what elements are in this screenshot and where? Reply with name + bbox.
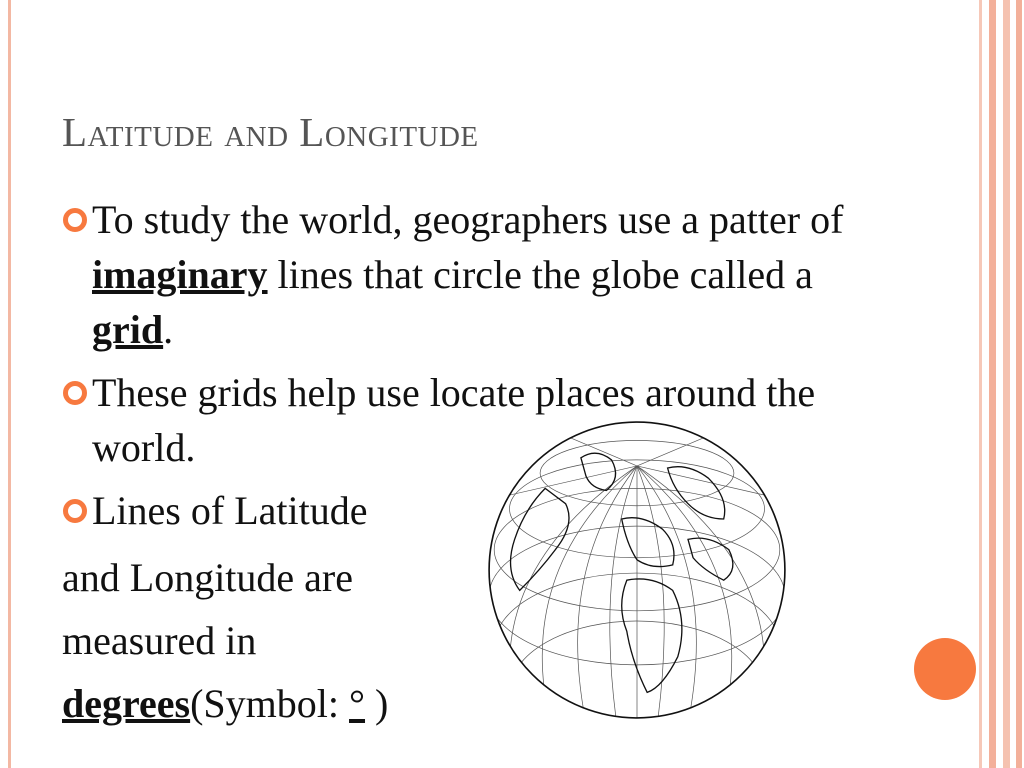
emphasis-degrees: degrees — [62, 681, 191, 726]
right-border-band — [974, 0, 1024, 768]
left-border-line — [8, 0, 11, 768]
bullet-text: lines that circle the globe called a — [267, 252, 813, 297]
degree-symbol: ° — [349, 681, 366, 726]
symbol-suffix: ) — [365, 681, 389, 726]
symbol-prefix: (Symbol: — [190, 681, 350, 726]
bullet-item — [62, 192, 882, 357]
continuation-line: measured in — [62, 618, 257, 663]
bullet-text: Lines of Latitude — [92, 488, 368, 533]
decorative-orange-dot — [914, 638, 976, 700]
bullet-text: To study the world, geographers use a patter of — [92, 197, 844, 242]
bullet-ring-icon — [62, 498, 88, 524]
slide-title: Latitude and Longitude — [62, 109, 479, 155]
continuation-line: and Longitude are — [62, 555, 353, 600]
emphasis-imaginary: imaginary — [92, 252, 268, 297]
bullet-ring-icon — [62, 207, 88, 233]
globe-image — [484, 417, 790, 723]
bullet-text: These grids help use locate places around the world. — [92, 370, 816, 470]
bullet-text: . — [163, 307, 174, 352]
emphasis-grid: grid — [92, 307, 164, 352]
bullet-ring-icon — [62, 380, 88, 406]
